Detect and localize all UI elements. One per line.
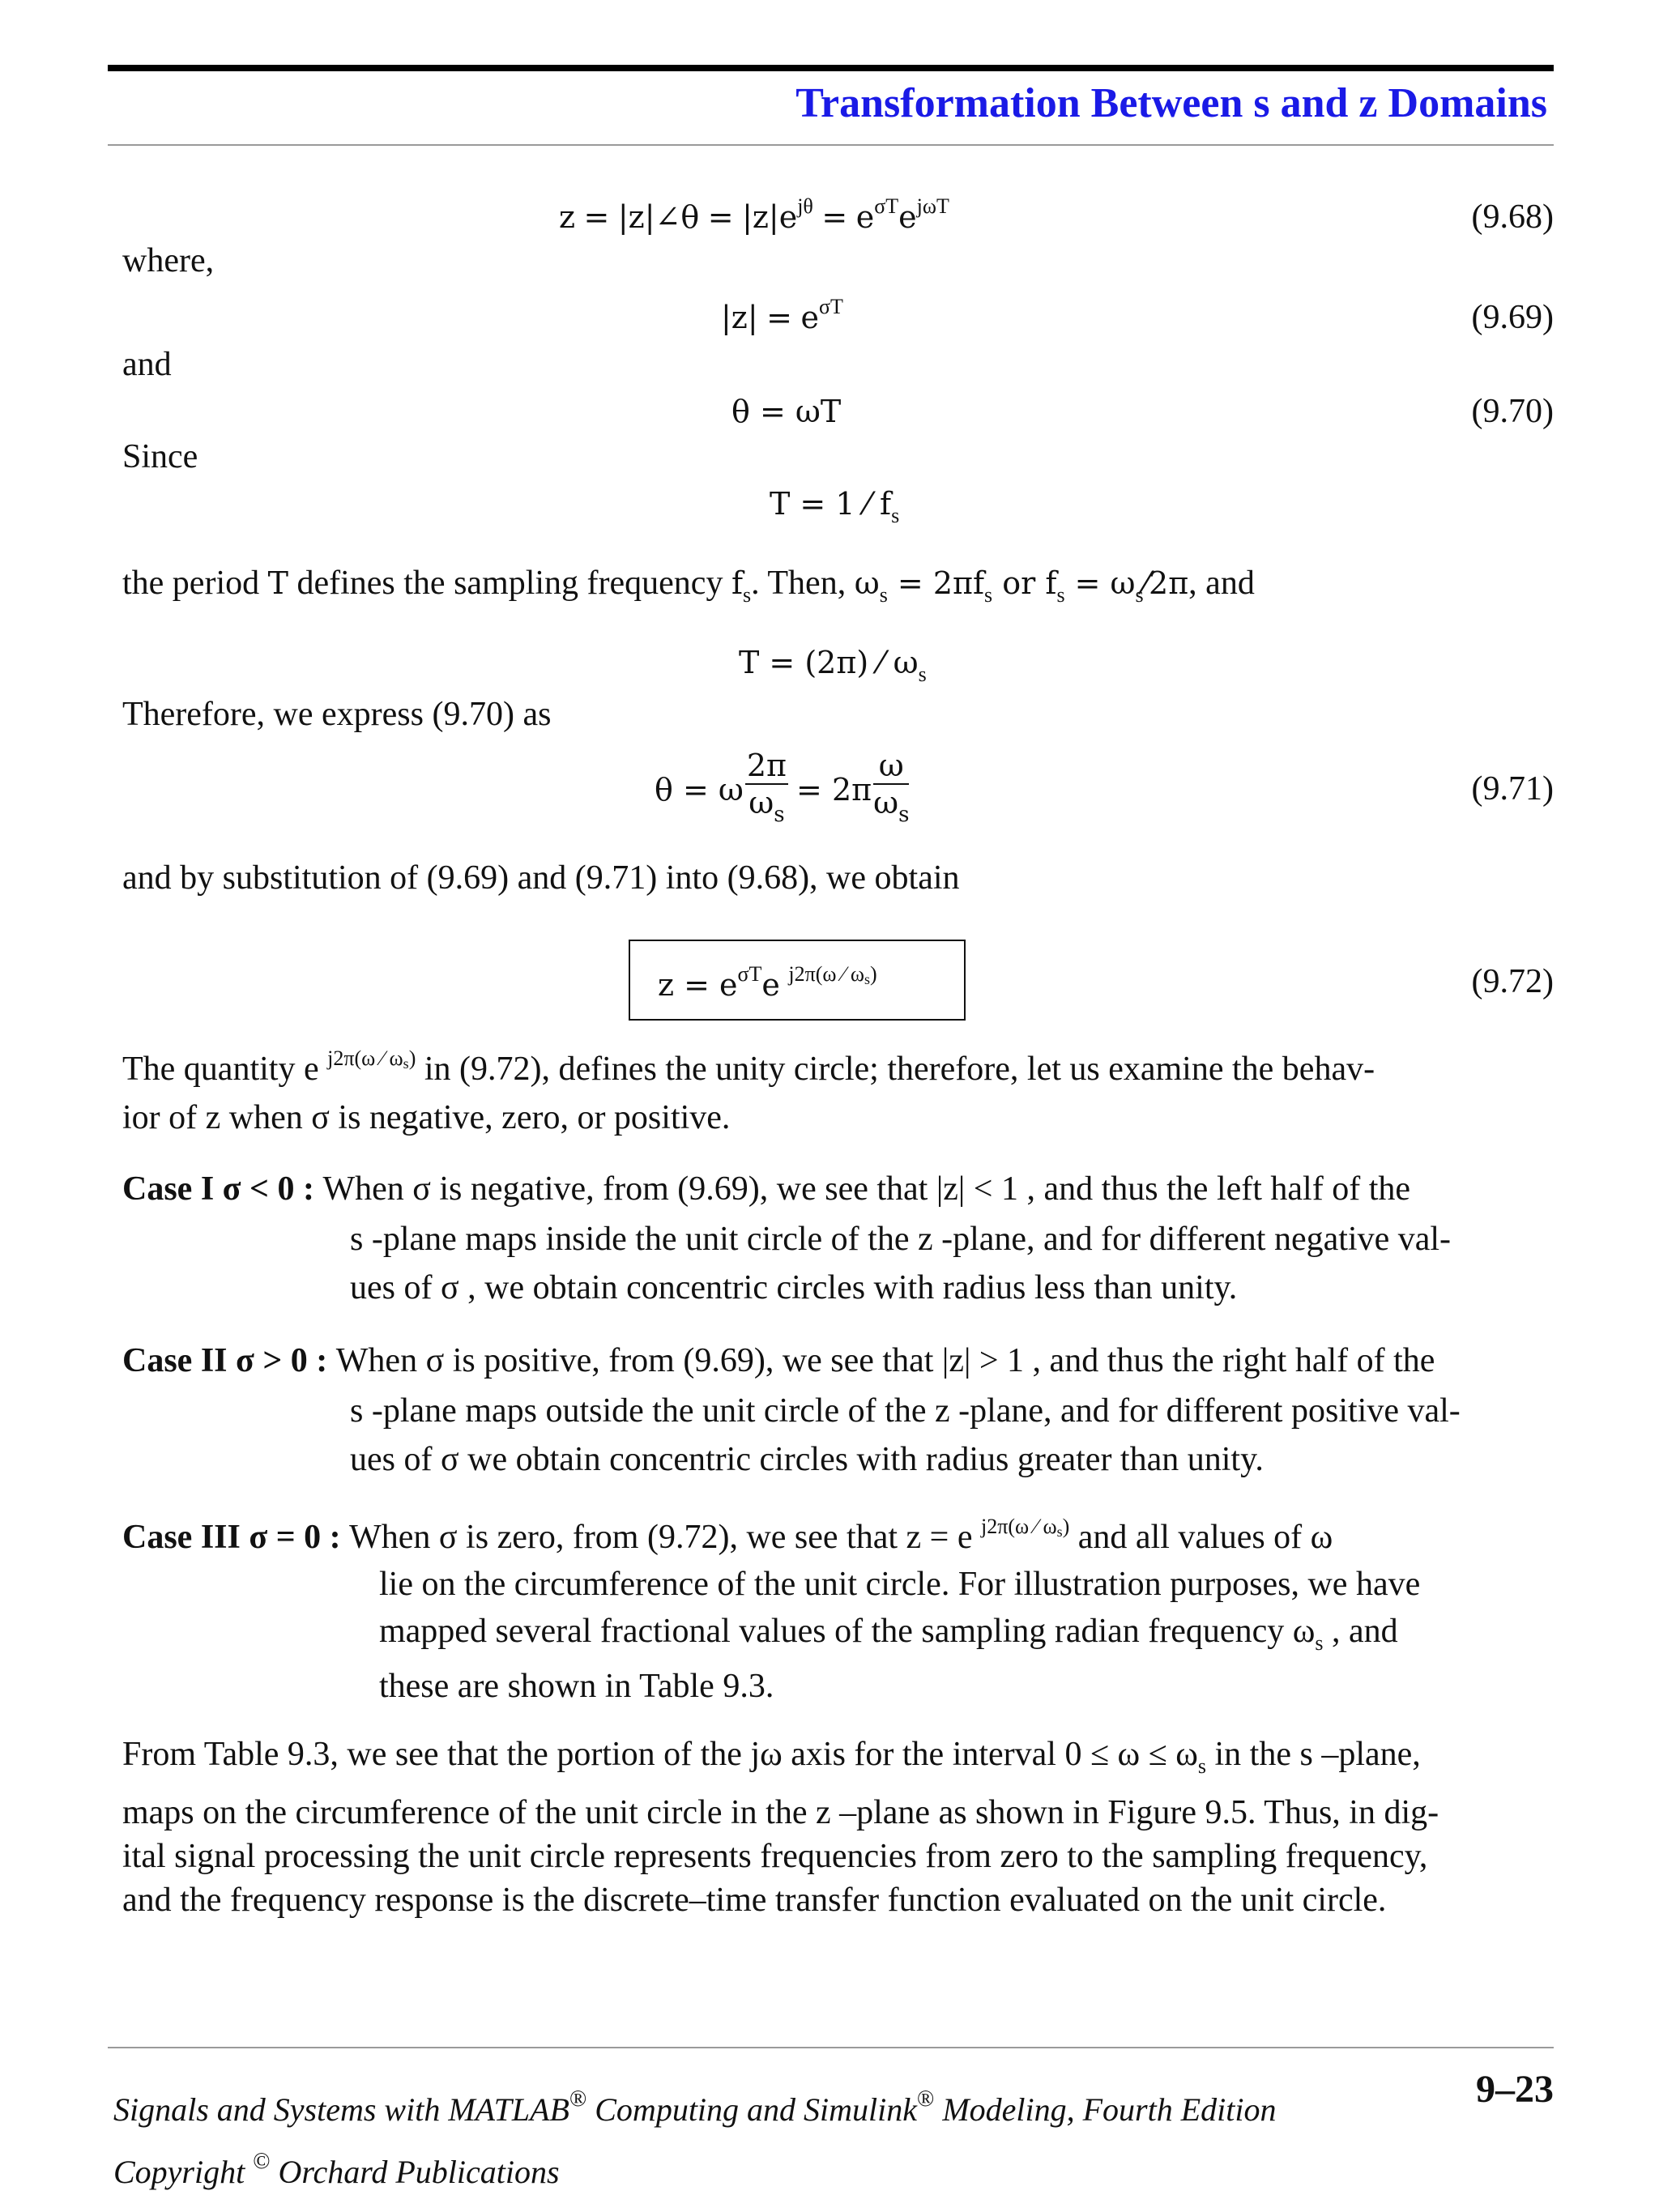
equation-9-70: θ = ωT xyxy=(731,394,842,429)
equation-9-69: $|z| = e^{\sigma T}$ xyxy=(721,295,843,335)
header-top-rule xyxy=(108,65,1554,71)
text-quantity-line-1: The quantity e $^{j2\pi(\omega ⁄ \omega_s)}$ in (9.72), defines the unity circle; therefore, let us examine the behav- xyxy=(122,1046,1375,1088)
header-rule xyxy=(108,144,1554,146)
text-quantity-line-2: ior of z when σ is negative, zero, or positive. xyxy=(122,1099,731,1136)
case-3-line-4: these are shown in Table 9.3. xyxy=(379,1668,774,1705)
equation-period-2: T = (2π) ⁄ $\omega_s$ xyxy=(739,645,927,686)
footer-rule xyxy=(108,2047,1554,2048)
equation-number: (9.71) xyxy=(1471,770,1554,808)
equation-number: (9.68) xyxy=(1471,198,1554,236)
closing-line-1: From Table 9.3, we see that the portion of the jω axis for the interval $0 \le \omega \le \omega_s$ in the s –plane, xyxy=(122,1736,1421,1778)
case-3-line-3: mapped several fractional values of the sampling radian frequency $\omega_s$ , and xyxy=(379,1613,1398,1655)
text-and: and xyxy=(122,346,172,383)
page-number: 9–23 xyxy=(1476,2068,1554,2111)
case-1-line-3: ues of σ , we obtain concentric circles with radius less than unity. xyxy=(350,1269,1238,1306)
text-period-line: the period T defines the sampling frequency $f_s$. Then, $\omega_s = 2\pi f_s$ or $f_s$ = $\omega_s⁄2\pi$, and xyxy=(122,565,1255,607)
closing-line-4: and the frequency response is the discrete–time transfer function evaluated on the unit circle. xyxy=(122,1882,1387,1919)
page-header-title: Transformation Between s and z Domains xyxy=(795,80,1547,126)
closing-line-3: ital signal processing the unit circle represents frequencies from zero to the sampling frequency, xyxy=(122,1838,1428,1875)
text-therefore: Therefore, we express (9.70) as xyxy=(122,696,552,733)
case-3-line-2: lie on the circumference of the unit circle. For illustration purposes, we have xyxy=(379,1566,1421,1603)
case-3-line-1: Case III σ = 0 : When σ is zero, from (9.72), we see that z = e $^{j2\pi(\omega ⁄ \omega_s)}$ and all values of ω xyxy=(122,1515,1333,1556)
case-1-line-2: s -plane maps inside the unit circle of the z -plane, and for different negative val- xyxy=(350,1221,1452,1258)
footer-citation xyxy=(113,2073,1277,2198)
text-where: where, xyxy=(122,242,215,279)
case-2-line-3: ues of σ we obtain concentric circles with radius greater than unity. xyxy=(350,1441,1264,1478)
equation-number: (9.70) xyxy=(1471,393,1554,430)
case-2-line-1: Case II σ > 0 : When σ is positive, from (9.69), we see that |z| > 1 , and thus the right half of the xyxy=(122,1342,1435,1379)
closing-line-2: maps on the circumference of the unit circle in the z –plane as shown in Figure 9.5. Thus, in dig- xyxy=(122,1794,1439,1831)
equation-9-72: $z = e^{\sigma T}e$ $^{j2\pi(\omega ⁄ \omega_s)}$ xyxy=(658,962,877,1003)
equation-period: T = 1 ⁄ $f_s$ xyxy=(770,486,900,527)
text-substitution: and by substitution of (9.69) and (9.71) into (9.68), we obtain xyxy=(122,859,960,897)
equation-number: (9.72) xyxy=(1471,963,1554,1000)
text-since: Since xyxy=(122,438,198,475)
equation-9-68: z = |z|∠θ = $|z|e^{j\theta} = e^{\sigma T}e^{j\omega T}$ xyxy=(559,194,949,235)
equation-number: (9.69) xyxy=(1471,299,1554,336)
equation-9-71: θ = ω $\frac{2\pi}{\omega_s}$ = 2π $\frac{\omega}{\omega_s}$ xyxy=(655,747,910,827)
case-2-line-2: s -plane maps outside the unit circle of the z -plane, and for different positive val- xyxy=(350,1392,1461,1430)
case-1-line-1: Case I σ < 0 : When σ is negative, from (9.69), we see that |z| < 1 , and thus the left half of the xyxy=(122,1170,1411,1208)
footer-copyright: Copyright © Orchard Publications xyxy=(113,2149,560,2190)
footer-book-title: Signals and Systems with MATLAB® Computing and Simulink® Modeling, Fourth Edition xyxy=(113,2086,1277,2128)
